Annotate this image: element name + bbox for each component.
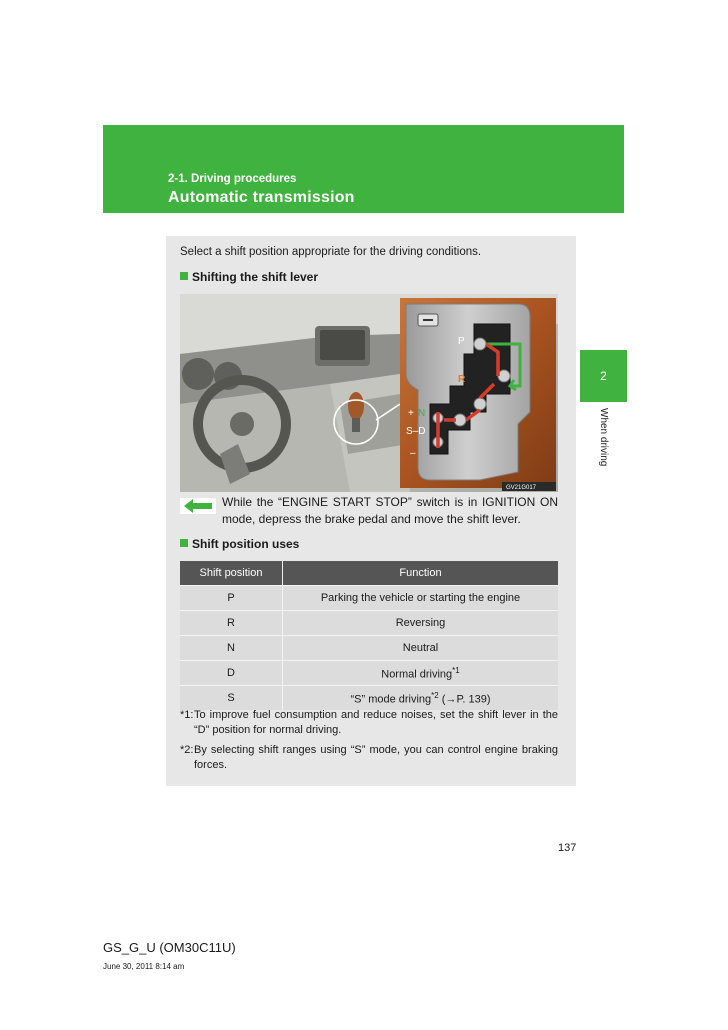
footnote-text: By selecting shift ranges using “S” mode, you can control engine braking forces. <box>194 744 558 771</box>
column-header-function: Function <box>283 561 559 586</box>
subhead-uses <box>180 537 299 551</box>
subhead-shifting-label: Shifting the shift lever <box>192 270 319 284</box>
subhead-shifting <box>180 270 318 284</box>
footnote-2 <box>180 743 558 773</box>
footnote-ref: *1 <box>452 665 460 675</box>
function-text: “S” mode driving <box>350 693 432 706</box>
function-cell <box>283 661 559 686</box>
position-cell: D <box>180 661 283 686</box>
chapter-tab-label: When driving <box>598 408 609 467</box>
footnote-1 <box>180 708 558 738</box>
function-text: Parking the vehicle or starting the engine <box>320 592 521 604</box>
gate-label-n: N <box>418 408 426 419</box>
position-cell: S <box>180 686 283 711</box>
bullet-square-icon <box>180 539 188 547</box>
bullet-square-icon <box>180 272 188 280</box>
gate-label-plus: + <box>408 408 414 419</box>
gate-label-p: P <box>458 336 465 347</box>
function-cell <box>283 636 559 661</box>
gate-label-r: R <box>458 374 466 385</box>
subhead-uses-label: Shift position uses <box>192 537 300 551</box>
position-cell: N <box>180 636 283 661</box>
content-panel <box>166 236 576 786</box>
intro-text: Select a shift position appropriate for the driving conditions. <box>180 246 482 258</box>
gate-label-sd: S–D <box>406 426 426 437</box>
footnote-mark: *2: <box>180 744 194 756</box>
document-id: GS_G_U (OM30C11U) <box>103 940 236 955</box>
footnote-mark: *1: <box>180 709 194 721</box>
gate-label-minus: – <box>410 448 416 459</box>
shift-position-table <box>180 561 558 710</box>
document-date: June 30, 2011 8:14 am <box>103 962 185 971</box>
page-reference-link[interactable]: (→P. 139) <box>438 693 491 706</box>
table-row <box>180 661 558 686</box>
function-text: Neutral <box>402 642 439 654</box>
function-cell <box>283 611 559 636</box>
chapter-header <box>103 125 624 213</box>
position-cell: R <box>180 611 283 636</box>
position-cell: P <box>180 586 283 611</box>
shift-lever-illustration <box>180 294 558 492</box>
column-header-position: Shift position <box>180 561 283 586</box>
table-row <box>180 586 558 611</box>
illustration-code: GV21G017 <box>506 485 537 491</box>
page-number: 137 <box>558 842 577 854</box>
arrow-left-icon <box>180 498 216 514</box>
table-row <box>180 611 558 636</box>
footnote-text: To improve fuel consumption and reduce noises, set the shift lever in the “D” position for normal driving. <box>194 709 558 736</box>
table-row <box>180 686 558 711</box>
function-cell <box>283 686 559 711</box>
chapter-title: Automatic transmission <box>168 189 355 206</box>
footnote-ref: *2 <box>431 690 439 700</box>
section-label: 2-1. Driving procedures <box>168 173 297 185</box>
function-text: Normal driving <box>381 668 453 681</box>
instruction-text: While the “ENGINE START STOP” switch is in IGNITION ON mode, depress the brake pedal and move the shift lever. <box>222 495 558 526</box>
chapter-tab[interactable] <box>580 350 627 402</box>
table-row <box>180 636 558 661</box>
function-cell <box>283 586 559 611</box>
function-text: Reversing <box>395 617 446 629</box>
chapter-tab-number: 2 <box>600 369 607 383</box>
